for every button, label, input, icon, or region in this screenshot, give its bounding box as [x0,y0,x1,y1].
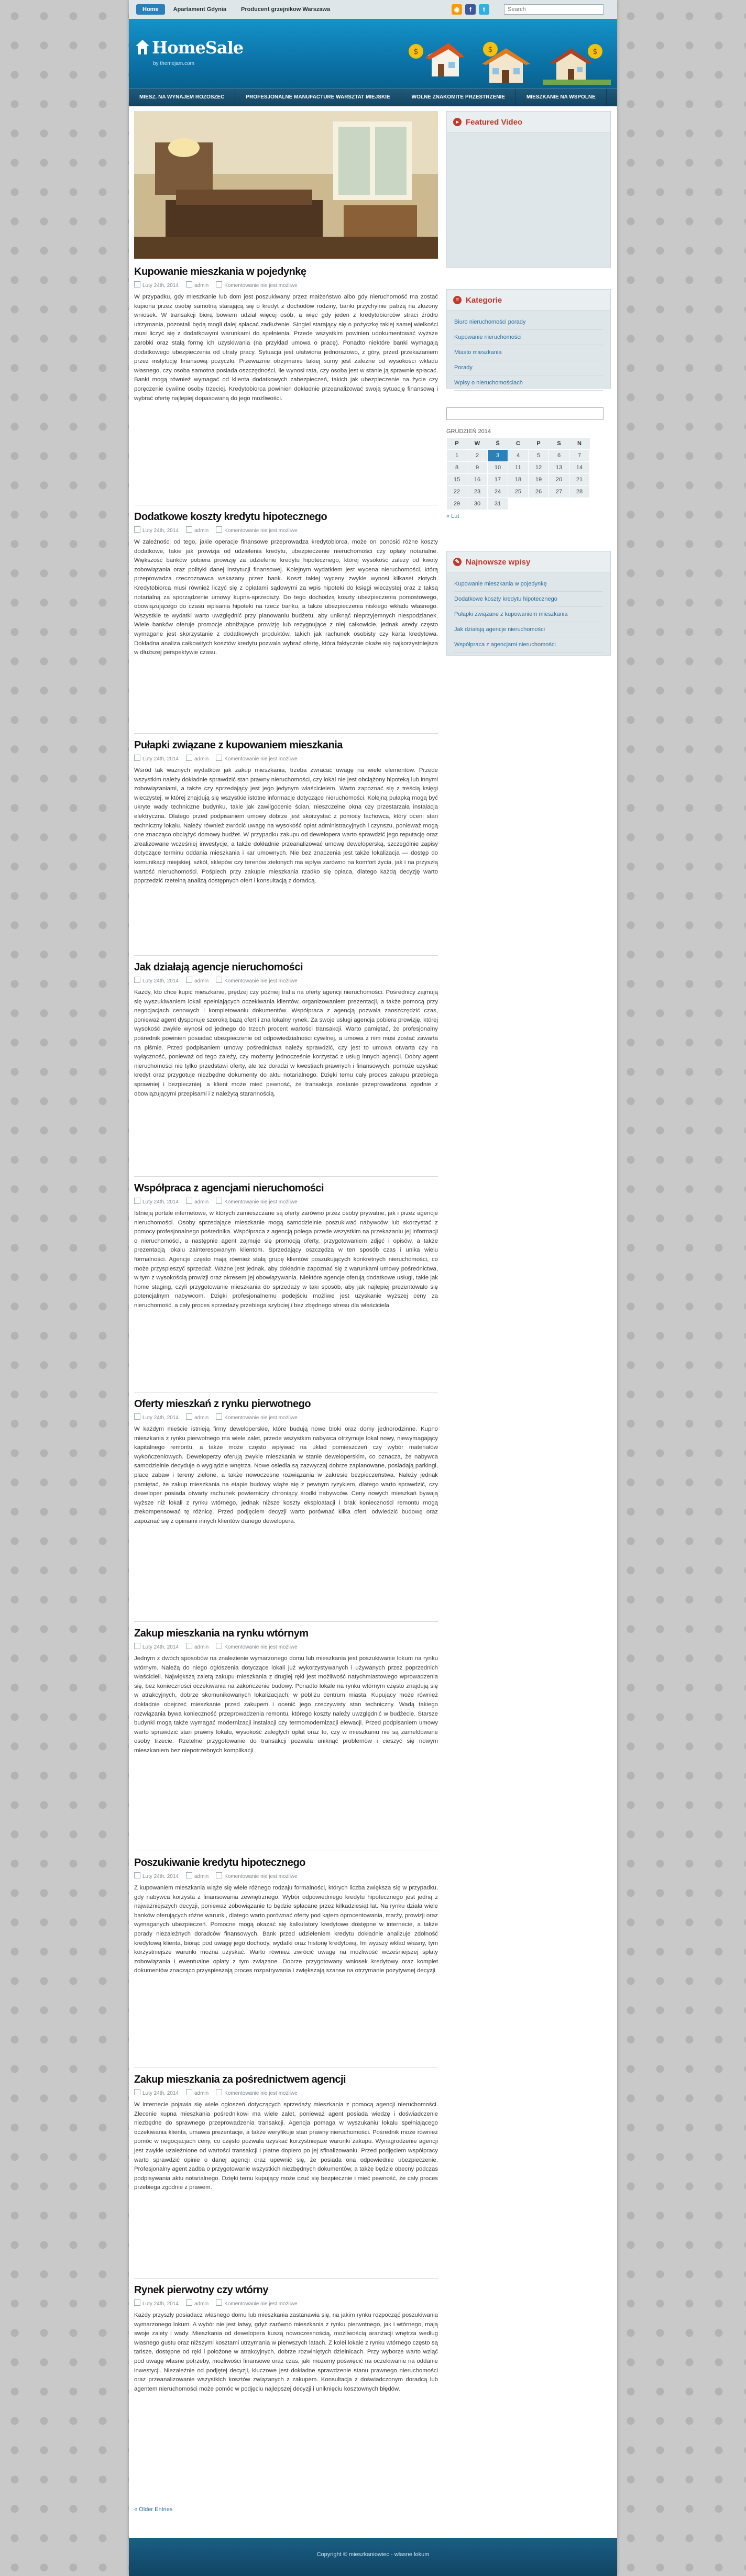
post-body: Jednym z dwóch sposobów na znalezienie wymarzonego domu lub mieszkania jest poszukiwanie lokum na rynku wtórnym. Należą do niego ogłoszenia dotyczące lokali już wykorzystywanych i używanych przez poprzednich właścicieli. Największą zaletą zakupu mieszkania z drugiej ręki jest możliwość natychmiastowego wprowadzenia się, bez konieczności oczekiwania na zakończenie budowy. Ponadto lokale na rynku wtórnym często znajdują się w atrakcyjnych, dobrze skomunikowanych lokalizacjach, w pobliżu centrum miasta. Kupujący może również dokładnie obejrzeć mieszkanie przed zakupem i ocenić jego rzeczywisty stan techniczny. Wadą takiego rozwiązania bywa konieczność przeprowadzenia remontu, którego koszty należy uwzględnić w budżecie. Starsze budynki mogą także wymagać modernizacji instalacji czy termomodernizacji elewacji. Przed podpisaniem umowy warto sprawdzić stan prawny lokalu, wysokość zaległych opłat oraz to, czy w mieszkaniu nie są zameldowane osoby trzecie. Rzetelne przygotowanie do transakcji pozwala uniknąć problemów i cieszyć się nowym mieszkaniem bez niepotrzebnych komplikacji. [134,1655,438,1754]
nav-home[interactable]: Home [136,4,165,15]
calendar-header: P [529,438,549,450]
menu-item[interactable]: MIESZKANIE NA WSPOLNE [516,89,607,106]
calendar-day: 29 [447,498,467,510]
footer-copyright: Copyright © mieszkaniowiec - własne lokum [316,2551,430,2558]
site-subtitle: by themejam.com [153,61,194,67]
post [134,2284,438,2394]
calendar-day-empty [529,498,549,510]
calendar-day-empty [569,498,590,510]
calendar-day: 19 [529,474,549,486]
featured-room-photo [134,111,438,259]
user-icon [186,526,192,533]
calendar-day-empty [508,498,529,510]
post-date: Luty 24th, 2014 [142,2301,179,2307]
user-icon [186,1643,192,1649]
post-comments: Komentowanie nie jest możliwe [224,528,298,534]
post-body: Wśród tak ważnych wydatków jak zakup mieszkania, trzeba zwracać uwagę na wiele elementów. Przede wszystkim należy dokładnie sprawdzić stan prawny nieruchomości, czy lokal nie jest obciążony hipoteką lub innymi zobowiązaniami, a także czy sprzedający jest jego jedynym właścicielem. Warto zapoznać się z treścią księgi wieczystej, w której znajdują się wszystkie istotne informacje dotyczące nieruchomości. Kolejną pułapką mogą być ukryte wady techniczne budynku, takie jak zawilgocenie ścian, nieszczelne okna czy przestarzała instalacja elektryczna. Dlatego przed podpisaniem umowy dobrze jest skorzystać z pomocy fachowca, który oceni stan techniczny lokalu. Należy również zwrócić uwagę na wysokość opłat administracyjnych i czynszu, ponieważ mogą one znacząco obciążyć domowy budżet. W przypadku zakupu od dewelopera warto sprawdzić jego reputację oraz zrealizowane wcześniej inwestycje, a także dokładnie przeanalizować umowę deweloperską, szczególnie zapisy dotyczące terminu oddania mieszkania i kar umownych. Nie bez znaczenia jest także lokalizacja — dostęp do komunikacji miejskiej, szkół, sklepów czy terenów zielonych ma wpływ zarówno na komfort życia, jak i na przyszłą wartość nieruchomości. Pośpiech przy zakupie mieszkania rzadko się opłaca, dlatego każdą decyzję warto poprzedzić rzetelną analizą dostępnych ofert i konsultacją z doradcą. [134,767,438,885]
category-link[interactable]: Miasto mieszkania [454,345,603,360]
calendar-day-empty [549,498,569,510]
calendar-day-today: 3 [488,450,508,462]
comment-icon [216,1198,222,1204]
calendar-header: Ś [488,438,508,450]
calendar-day: 30 [467,498,488,510]
comment-icon [216,977,222,983]
user-icon [186,977,192,983]
calendar-prev-link[interactable]: « Lut [446,513,459,519]
calendar-widget [446,427,611,519]
folder-icon: ≡ [453,296,462,304]
post-author[interactable]: admin [194,1199,209,1205]
post-title[interactable]: Zakup mieszkania na rynku wtórnym [134,1628,309,1639]
calendar-icon [134,2089,140,2095]
post-meta [134,1643,438,1650]
post-title[interactable]: Oferty mieszkań z rynku pierwotnego [134,1398,311,1410]
post-date: Luty 24th, 2014 [142,1874,179,1880]
user-icon [186,2299,192,2306]
post-date: Luty 24th, 2014 [142,1644,179,1650]
post-comments: Komentowanie nie jest możliwe [224,1415,298,1421]
comment-icon [216,526,222,533]
calendar-icon [134,755,140,761]
comment-icon [216,2089,222,2095]
page-wrapper [129,0,617,2576]
pen-icon: ✎ [453,558,462,566]
calendar-icon [134,281,140,288]
calendar-day: 20 [549,474,569,486]
post-author[interactable]: admin [194,1874,209,1880]
svg-text:$: $ [593,48,598,56]
post-author[interactable]: admin [194,528,209,534]
calendar-day: 17 [488,474,508,486]
post-meta [134,1413,438,1421]
categories-widget [446,289,611,389]
post-date: Luty 24th, 2014 [142,528,179,534]
post-meta [134,1872,438,1880]
comment-icon [216,1872,222,1878]
category-link[interactable]: Porady [454,360,603,375]
logo-house-icon [135,39,150,56]
menu-item[interactable]: WOLNE ZNAKOMITE PRZESTRZENIE [401,89,516,106]
post-author[interactable]: admin [194,1415,209,1421]
calendar-day: 11 [508,462,529,474]
post [134,961,438,1099]
site-footer [129,2538,617,2576]
post-meta [134,755,438,762]
post-meta [134,281,438,289]
calendar-day: 7 [569,450,590,462]
post-author[interactable]: admin [194,1644,209,1650]
post-date: Luty 24th, 2014 [142,978,179,984]
calendar-day: 18 [508,474,529,486]
calendar-table [446,438,590,510]
post-date: Luty 24th, 2014 [142,283,179,289]
calendar-day: 24 [488,486,508,498]
recent-post-link[interactable]: Dodatkowe koszty kredytu hipotecznego [454,592,603,607]
user-icon [186,2089,192,2095]
calendar-day: 6 [549,450,569,462]
calendar-icon [134,1872,140,1878]
house-illustration-icon [469,38,537,86]
house-illustration-icon [543,40,611,85]
main-content [134,111,438,2392]
calendar-day: 28 [569,486,590,498]
featured-video-widget [446,111,611,268]
post-body: W każdym mieście istnieją firmy deweloperskie, które budują nowe bloki oraz domy jednorodzinne. Kupno mieszkania z rynku pierwotnego ma wiele zalet, przede wszystkim nabywca otrzymuje lokal nowy, niewymagający kapitalnego remontu, a także może często wpływać na układ pomieszczeń czy wybór materiałów wykończeniowych. Deweloperzy oferują zwykle mieszkania w stanie deweloperskim, co oznacza, że nabywca samodzielnie decyduje o wyglądzie wnętrza. Nowe osiedla są zazwyczaj dobrze zaplanowane, posiadają parkingi, place zabaw i tereny zielone, a także nowoczesne rozwiązania w zakresie bezpieczeństwa. Należy jednak pamiętać, że zakup mieszkania na etapie budowy wiąże się z pewnym ryzykiem, dlatego warto sprawdzić, czy deweloper posiada otwarty rachunek powierniczy chroniący środki nabywców. Ceny nowych mieszkań bywają wyższe niż lokali z rynku wtórnego, jednak niższe koszty eksploatacji i brak konieczności remontu mogą zrekompensować tę różnicę. Przed podjęciem decyzji warto porównać kilka ofert, odwiedzić budowę oraz zapoznać się z opiniami innych klientów danego dewelopera. [134,1426,438,1524]
calendar-day: 21 [569,474,590,486]
sidebar-search-input[interactable] [446,407,604,420]
calendar-day: 23 [467,486,488,498]
post-date: Luty 24th, 2014 [142,1199,179,1205]
video-icon: ▸ [453,118,462,126]
older-entries-link[interactable]: « Older Entries [134,2506,173,2513]
calendar-icon [134,1198,140,1204]
calendar-day: 4 [508,450,529,462]
post [134,2074,438,2193]
post-body: W internecie pojawia się wiele ogłoszeń dotyczących sprzedaży mieszkania z pomocą agencji nieruchomości. Zlecenie kupna mieszkania pośrednikowi ma wiele zalet, ponieważ agent posiada wiedzę i doświadczenie niezbędne do sprawnego przeprowadzenia transakcji. Agencja pomaga w wyszukaniu lokalu spełniającego oczekiwania klienta, umawia prezentacje, a także weryfikuje stan prawny nieruchomości. Pośrednik może również pomóc w negocjacjach ceny, co często pozwala uzyskać korzystniejsze warunki zakupu. Wynagrodzenie agencji jest zwykle uzależnione od wartości transakcji i płatne dopiero po jej sfinalizowaniu. Przed podjęciem współpracy warto sprawdzić opinie o danej agencji oraz upewnić się, że posiada ona odpowiednie ubezpieczenie. Profesjonalny agent zadba o przygotowanie wszystkich niezbędnych dokumentów, a także będzie obecny podczas podpisywania aktu notarialnego. Dzięki temu kupujący może czuć się bezpiecznie i mieć pewność, że cały proces przebiega zgodnie z prawem. [134,2102,438,2191]
post-date: Luty 24th, 2014 [142,2091,179,2096]
post-meta [134,526,438,534]
menu-item[interactable]: MIESZ. NA WYNAJEM ROZOSZEC [129,89,235,106]
category-link[interactable]: Wpisy o nieruchomościach [454,375,603,391]
post-title[interactable]: Dodatkowe koszty kredytu hipotecznego [134,511,327,523]
recent-post-link[interactable]: Pułapki związane z kupowaniem mieszkania [454,607,603,622]
post-comments: Komentowanie nie jest możliwe [224,756,298,762]
calendar-day: 5 [529,450,549,462]
calendar-day: 25 [508,486,529,498]
post-meta [134,2299,438,2307]
calendar-day: 1 [447,450,467,462]
nav-producent-grzejnikow[interactable]: Producent grzejnikow Warszawa [241,6,331,13]
post-title[interactable]: Kupowanie mieszkania w pojedynkę [134,266,306,278]
recent-post-link[interactable]: Kupowanie mieszkania w pojedynkę [454,577,603,592]
search-input[interactable] [504,4,604,15]
post-title[interactable]: Rynek pierwotny czy wtórny [134,2284,268,2296]
post [134,511,438,658]
facebook-icon[interactable]: f [465,4,476,15]
post-meta [134,1198,438,1205]
calendar-header: W [467,438,488,450]
nav-apartament-gdynia[interactable]: Apartament Gdynia [173,6,227,13]
calendar-header: S [549,438,569,450]
post-author[interactable]: admin [194,756,209,762]
post-body: W przypadku, gdy mieszkanie lub dom jest poszukiwany przez małżeństwo albo gdy nieruchomość ma zostać kupiona przez osobę samotną starającą się o kredyt z dochodów rodziny, banki przychylnie patrzą na złożony wniosek. W transakcji biorą bowiem udział więcej osób, a więc gdy jeden z kredytobiorców straci źródło utrzymania, pozostali będą mogli dalej spłacać zadłużenie. Singiel starający się o pożyczkę takiej samej wielkości musi liczyć się z dodatkowymi warunkami do spełnienia. Przede wszystkim powinien udokumentować wyższe zarobki oraz stałą formę ich uzyskiwania (na przykład umowa o pracę). Ponadto niektóre banki wymagają dodatkowego ubezpieczenia od utraty pracy. Sytuacja jest ułatwiona jednorazowo, z góry, przed przekazaniem przez instytucję finansową pożyczki. Przeważnie otrzymanie takiej sumy jest zależne od wysokości wkładu własnego, czy osoba samotna posiada oszczędności, ile wynosi rata, czy osoba jest w stanie ją sprawnie spłacać. Banki mogą również wymagać od klienta dodatkowych zabezpieczeń, takich jak ubezpieczenie na życie czy poręczenie cywilne osoby trzeciej. Kredytobiorca powinien dokładnie przeanalizować swoją sytuację finansową i wybrać ofertę najlepiej dopasowaną do jego możliwości. [134,294,438,402]
calendar-day: 14 [569,462,590,474]
post-author[interactable]: admin [194,978,209,984]
post-author[interactable]: admin [194,283,209,289]
post [134,1628,438,1756]
calendar-header: P [447,438,467,450]
widget-title: Najnowsze wpisy [466,558,531,567]
calendar-icon [134,1413,140,1420]
user-icon [186,281,192,288]
calendar-day: 2 [467,450,488,462]
post-body: Każdy, kto chce kupić mieszkanie, prędzej czy później trafia na oferty agencji nieruchomości. Pośrednicy zajmują się wyszukiwaniem lokali spełniających oczekiwania klientów, organizowaniem prezentacji, a także pomocą przy negocjacjach cenowych i kompletowaniu dokumentów. Współpraca z agencją pozwala zaoszczędzić czas, ponieważ agent dysponuje szeroką bazą ofert i zna lokalny rynek. Za swoje usługi agencja pobiera prowizję, której wysokość zwykle wynosi od jednego do trzech procent wartości transakcji. Warto pamiętać, że profesjonalny pośrednik powinien posiadać ubezpieczenie od odpowiedzialności cywilnej, a umowa z nim musi zostać zawarta na piśmie. Przed podpisaniem umowy pośrednictwa należy sprawdzić, czy jest to umowa otwarta czy na wyłączność, ponieważ od tego zależy, czy możemy jednocześnie korzystać z usług innych agencji. Dobry agent nieruchomości nie tylko przedstawi oferty, ale też doradzi w kwestiach prawnych i finansowych, pomoże uzyskać kredyt oraz przygotuje niezbędne dokumenty do aktu notarialnego. Dzięki temu cały proces zakupu przebiega sprawniej i bezpieczniej, a klient może mieć pewność, że transakcja zostanie przeprowadzona zgodnie z obowiązującymi przepisami i z należytą starannością. [134,989,438,1097]
calendar-day: 9 [467,462,488,474]
post-comments: Komentowanie nie jest możliwe [224,2091,298,2096]
user-icon [186,1413,192,1420]
rss-icon[interactable]: ◉ [452,4,462,15]
post [134,1182,438,1311]
top-bar [129,0,617,19]
divider [134,955,438,956]
svg-text:$: $ [413,48,419,56]
calendar-day: 16 [467,474,488,486]
divider [134,1621,438,1622]
post-body: Każdy przyszły posiadacz własnego domu lub mieszkania zastanawia się, na jakim rynku rozpocząć poszukiwania wymarzonego lokum. A wybór nie jest łatwy, gdyż zarówno mieszkania z rynku pierwotnego, jak i wtórnego, mają swoje zalety i wady. Mieszkania od dewelopera kuszą nowoczesnością, możliwością aranżacji wnętrza według własnego gustu oraz niższymi kosztami utrzymania w pierwszych latach. Z kolei lokale z rynku wtórnego często są tańsze, dostępne od ręki i położone w atrakcyjnych, dobrze rozwiniętych dzielnicach. Przy wyborze warto wziąć pod uwagę własne potrzeby, możliwości finansowe oraz czas, jaki możemy poświęcić na oczekiwanie na oddanie inwestycji. Niezależnie od podjętej decyzji, kluczowe jest dokładne sprawdzenie stanu prawnego nieruchomości oraz przeanalizowanie wszystkich kosztów związanych z zakupem. Konsultacja z doświadczonym doradcą lub agentem nieruchomości może pomóc w podjęciu najlepszej decyzji i uniknięciu kosztownych błędów. [134,2312,438,2392]
calendar-day: 13 [549,462,569,474]
post-title[interactable]: Współpraca z agencjami nieruchomości [134,1182,324,1194]
svg-text:$: $ [488,46,493,54]
calendar-caption: GRUDZIEŃ 2014 [446,428,491,435]
post-body: W zależności od tego, jakie operacje finansowe przeprowadza kredytobiorca, może on ponosić różne koszty dodatkowe, takie jak prowizja od udzielenia kredytu, ubezpieczenie nieruchomości czy opłaty notarialne. Większość banków pobiera prowizję za udzielenie kredytu hipotecznego, której wysokość zależy od kwoty zobowiązania oraz polityki danej instytucji finansowej. Kolejnym wydatkiem jest wycena nieruchomości, którą przeprowadza rzeczoznawca wskazany przez bank. Koszt takiej wyceny zwykle wynosi kilkaset złotych. Kredytobiorca musi również liczyć się z opłatami sądowymi za wpis hipoteki do księgi wieczystej oraz z taksą notarialną za sporządzenie umowy kupna-sprzedaży. Do tego dochodzą koszty ubezpieczenia pomostowego, obowiązującego do czasu wpisania hipoteki na rzecz banku, a także ubezpieczenia niskiego wkładu własnego. Wszystkie te wydatki warto uwzględnić przy planowaniu budżetu, aby uniknąć nieprzyjemnych niespodzianek. Wiele banków oferuje promocje obniżające prowizję lub rezygnujące z niej całkowicie, jednak wtedy często wymagane jest skorzystanie z dodatkowych produktów, takich jak rachunek osobisty czy karta kredytowa. Dokładna analiza całkowitych kosztów kredytu pozwala wybrać ofertę, która faktycznie okaże się najkorzystniejsza w dłuższej perspektywie czasu. [134,539,438,656]
divider [134,2278,438,2279]
widget-title: Kategorie [466,296,502,305]
calendar-icon [134,2299,140,2306]
calendar-icon [134,977,140,983]
recent-post-link[interactable]: Jak działają agencje nieruchomości [454,622,603,637]
post-body: Z kupowaniem mieszkania wiąże się wiele różnego rodzaju formalności, których liczba zwiększa się w przypadku, gdy nabywca korzysta z finansowania zewnętrznego. Wybór odpowiedniego kredytu hipotecznego jest jedną z najważniejszych decyzji, ponieważ zobowiązanie to będzie spłacane przez kilkadziesiąt lat. Na rynku działa wiele banków oferujących różne warunki, dlatego warto porównać oferty pod kątem oprocentowania, marży, prowizji oraz wymaganych ubezpieczeń. Pomocne mogą okazać się kalkulatory kredytowe dostępne w internecie, a także porady niezależnych doradców finansowych. Bank przed udzieleniem kredytu dokładnie analizuje zdolność kredytową klienta, biorąc pod uwagę jego dochody, wydatki oraz historię kredytową. Im wyższy wkład własny, tym korzystniejsze warunki można uzyskać. Warto również zwrócić uwagę na możliwość wcześniejszej spłaty zobowiązania i ewentualne opłaty z tym związane. Dobrze przygotowany wniosek kredytowy oraz komplet dokumentów znacząco przyspieszają proces rozpatrywania i zwiększają szanse na otrzymanie pozytywnej decyzji. [134,1885,438,1974]
post-comments: Komentowanie nie jest możliwe [224,283,298,289]
user-icon [186,1198,192,1204]
post-title[interactable]: Poszukiwanie kredytu hipotecznego [134,1857,305,1869]
house-illustration-icon [401,40,464,82]
post-date: Luty 24th, 2014 [142,1415,179,1421]
comment-icon [216,2299,222,2306]
post [134,739,438,886]
twitter-icon[interactable]: t [479,4,489,15]
social-icons [452,4,489,15]
post-comments: Komentowanie nie jest możliwe [224,978,298,984]
post [134,266,438,403]
post-meta [134,2089,438,2096]
comment-icon [216,1413,222,1420]
calendar-day: 10 [488,462,508,474]
comment-icon [216,281,222,288]
calendar-day: 15 [447,474,467,486]
post [134,1857,438,1976]
calendar-icon [134,1643,140,1649]
user-icon [186,755,192,761]
calendar-day: 26 [529,486,549,498]
post [134,1398,438,1527]
post-meta [134,977,438,984]
divider [134,733,438,734]
calendar-day: 22 [447,486,467,498]
post-date: Luty 24th, 2014 [142,756,179,762]
post-comments: Komentowanie nie jest możliwe [224,1874,298,1880]
calendar-header: C [508,438,529,450]
post-comments: Komentowanie nie jest możliwe [224,1199,298,1205]
divider [134,1176,438,1177]
main-menu [129,88,617,106]
post-comments: Komentowanie nie jest możliwe [224,2301,298,2307]
post-title[interactable]: Jak działają agencje nieruchomości [134,961,303,973]
menu-item[interactable]: PROFESJONALNE MANUFACTURE WARSZTAT MIEJSKIE [235,89,401,106]
recent-posts-widget [446,551,611,656]
top-pages-nav [136,4,336,15]
category-link[interactable]: Kupowanie nieruchomości [454,330,603,345]
recent-post-link[interactable]: Współpraca z agencjami nieruchomości [454,637,603,653]
site-header [129,19,617,88]
category-link[interactable]: Biuro nieruchomości porady [454,315,603,330]
post-body: Istnieją portale internetowe, w których zamieszczane są oferty zarówno przez osoby prywatne, jak i przez agencje nieruchomości. Osoby sprzedające mieszkanie mogą samodzielnie poszukiwać nabywców lub skorzystać z pomocy profesjonalnego pośrednika. Współpraca z agencją polega przede wszystkim na przekazaniu jej informacji o nieruchomości, a następnie agent zajmuje się promocją oferty, przygotowaniem zdjęć i opisów, a także prezentacją lokalu zainteresowanym klientom. Sprzedający oszczędza w ten sposób czas i unika wielu formalności. Agencje często mają również stałą grupę klientów poszukujących konkretnych nieruchomości, co może przyspieszyć sprzedaż. Ważne jest jednak, aby dokładnie zapoznać się z warunkami umowy pośrednictwa, w tym z wysokością prowizji oraz okresem jej obowiązywania. Niektóre agencje oferują dodatkowe usługi, takie jak home staging, czyli przygotowanie mieszkania do sprzedaży w taki sposób, aby jak najlepiej prezentowało się potencjalnym nabywcom. Dzięki profesjonalnemu podejściu możliwe jest uzyskanie wyższej ceny za nieruchomość, a cały proces sprzedaży przebiega szybciej i bez zbędnego stresu dla właściciela. [134,1210,438,1309]
calendar-day: 31 [488,498,508,510]
calendar-day: 27 [549,486,569,498]
site-title[interactable]: HomeSale [152,38,244,58]
post-title[interactable]: Zakup mieszkania za pośrednictwem agencji [134,2074,346,2085]
post-comments: Komentowanie nie jest możliwe [224,1644,298,1650]
calendar-day: 8 [447,462,467,474]
post-author[interactable]: admin [194,2091,209,2096]
calendar-header: N [569,438,590,450]
post-author[interactable]: admin [194,2301,209,2307]
comment-icon [216,755,222,761]
calendar-day: 12 [529,462,549,474]
post-title[interactable]: Pułapki związane z kupowaniem mieszkania [134,739,343,751]
comment-icon [216,1643,222,1649]
widget-title: Featured Video [466,118,523,127]
user-icon [186,1872,192,1878]
calendar-icon [134,526,140,533]
